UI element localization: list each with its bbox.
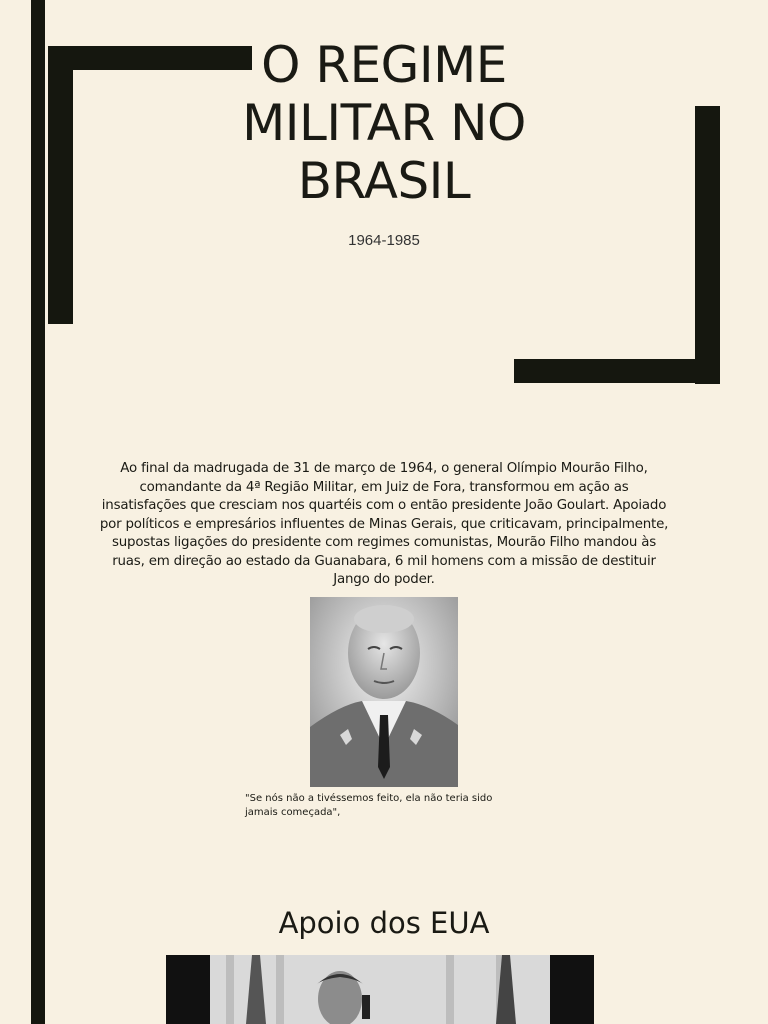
intro-paragraph: Ao final da madrugada de 31 de março de 1964, o general Olímpio Mourão Filho, comandante da 4ª Região Militar, em Juiz de Fora, transformou em ação as insatisfações que cresciam nos quartéis com o então presidente João Goulart. Apoiado por políticos e empresários influentes de Minas Gerais, que criticavam, principalmente, supostas ligações do presidente com regimes comunistas, Mourão Filho mandou às ruas, em direção ao estado da Guanabara, 6 mil homens com a missão de destituir Jango do poder. (99, 461, 669, 587)
period-subtitle: 1964-1985 (348, 232, 420, 249)
title-line-3: BRASIL (297, 152, 471, 210)
title-line-2: MILITAR NO (242, 94, 526, 152)
bottom-right-bracket-vertical (695, 106, 720, 384)
left-vertical-rule (31, 0, 45, 1024)
section-title: Apoio dos EUA (278, 906, 490, 940)
quote-line-2: jamais começada", (245, 807, 341, 818)
page-title (200, 36, 568, 210)
bottom-right-bracket-horizontal (514, 359, 720, 383)
title-line-1: O REGIME (261, 36, 507, 94)
general-portrait-photo (310, 597, 458, 787)
top-left-bracket-vertical (48, 46, 73, 324)
quote-line-1: "Se nós não a tivéssemos feito, ela não teria sido (245, 793, 493, 804)
general-quote (245, 792, 515, 820)
us-support-photo (166, 955, 594, 1024)
